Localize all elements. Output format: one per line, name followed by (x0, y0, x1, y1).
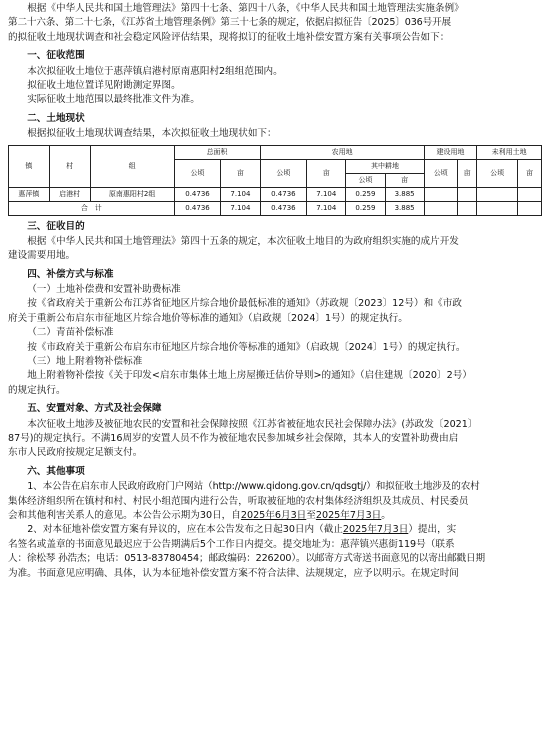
unit-hectare: 公顷 (424, 159, 457, 187)
section-2-title: 二、土地现状 (27, 112, 85, 124)
cell-construction-mu (457, 187, 477, 201)
header-total-area: 总面积 (174, 145, 260, 159)
table-row (9, 187, 542, 201)
section-3-title: 三、征收目的 (27, 220, 85, 232)
intro-line-3: 的拟征收土地现状调查和社会稳定风险评估结果，现将拟订的征收土地补偿安置方案有关事项公告如下： (8, 31, 450, 43)
section-6-para-2c: 人：徐松琴 孙浩杰；电话：0513-83780454；邮政编码：226200）。以邮寄方式寄送书面意见的以寄出邮戳日期 (8, 553, 485, 565)
unit-mu: 亩 (457, 159, 477, 187)
table-total-row (9, 201, 542, 215)
objection-text: 2、对本征地补偿安置方案有异议的，应在本公告发布之日起30日内（截止 (27, 524, 343, 536)
section-4-para-2: 按《市政府关于重新公布启东市征地区片综合地价等标准的通知》（启政规〔2024〕1号）的规定执行。 (27, 341, 466, 353)
section-6-para-2b: 名签名或盖章的书面意见最迟应于公告期满后5个工作日内提交。提交地址为：惠萍镇兴惠街119号（联系 (8, 538, 455, 550)
header-town: 镇 (9, 145, 50, 187)
intro-line-2: 第二十六条、第二十七条，《江苏省土地管理条例》第三十七条的规定，依据启拟征告〔2025〕036号开展 (8, 17, 451, 29)
cell-sum-farm-mu: 7.104 (307, 201, 346, 215)
section-3-line-2: 建设需要用地。 (8, 250, 76, 262)
unit-hectare: 公顷 (346, 173, 385, 187)
unit-mu: 亩 (385, 173, 424, 187)
section-5-line-1: 本次征收土地涉及被征地农民的安置和社会保障按照《江苏省被征地农民社会保障办法》(苏政发〔2021〕 (27, 418, 478, 430)
section-1-scope: 本次拟征收土地位于惠萍镇启港村原南惠阳村2组组范围内。 (27, 65, 283, 77)
cell-sum-total-hectare: 0.4736 (174, 201, 221, 215)
publicity-end-date: 2025年7月3日 (315, 509, 382, 521)
cell-farm-mu: 7.104 (307, 187, 346, 201)
cell-town: 惠萍镇 (9, 187, 50, 201)
section-4-para-1b: 府关于重新公布启东市征地区片综合地价等标准的通知》（启政规〔2024〕1号）的规定执行。 (8, 312, 408, 324)
header-group: 组 (90, 145, 174, 187)
cell-village: 启港村 (49, 187, 90, 201)
section-6-title: 六、其他事项 (27, 465, 85, 477)
header-village: 村 (49, 145, 90, 187)
cell-arable-hectare: 0.259 (346, 187, 385, 201)
header-construction-land: 建设用地 (424, 145, 477, 159)
cell-sum-label: 合 计 (9, 201, 175, 215)
unit-mu: 亩 (517, 159, 541, 187)
header-arable: 其中耕地 (346, 159, 424, 173)
cell-total-mu: 7.104 (221, 187, 260, 201)
section-4-sub-2: （二）青苗补偿标准 (27, 327, 114, 339)
section-3-line-1: 根据《中华人民共和国土地管理法》第四十五条的规定，本次征收土地目的为政府组织实施的成片开发 (27, 235, 459, 247)
unit-hectare: 公顷 (477, 159, 518, 187)
header-unused-land: 未利用土地 (477, 145, 542, 159)
cell-unused-hectare (477, 187, 518, 201)
section-4-sub-1: （一）土地补偿费和安置补助费标准 (27, 284, 181, 296)
section-6-para-1a: 1、本公告在启东市人民政府政府门户网站（http://www.qidong.gov.cn/qdsgtj/）和拟征收土地涉及的农村 (27, 481, 480, 493)
section-1-approval-note: 实际征收土地范围以最终批准文件为准。 (27, 94, 200, 106)
intro-line-1: 根据《中华人民共和国土地管理法》第四十七条、第四十八条，《中华人民共和国土地管理法实施条例》 (27, 3, 464, 14)
section-4-sub-3: （三）地上附着物补偿标准 (27, 356, 143, 368)
cell-sum-arable-hectare: 0.259 (346, 201, 385, 215)
cell-group: 原南惠阳村2组 (90, 187, 174, 201)
objection-deadline-date: 2025年7月3日 (342, 524, 409, 536)
section-4-title: 四、补偿方式与标准 (27, 268, 114, 280)
section-6-para-1b: 集体经济组织所在镇村和村、村民小组范围内进行公告，听取被征地的农村集体经济组织及其成员、村民委员 (8, 495, 469, 507)
cell-sum-total-mu: 7.104 (221, 201, 260, 215)
unit-hectare: 公顷 (260, 159, 307, 187)
cell-construction-hectare (424, 187, 457, 201)
cell-sum-unused-mu (517, 201, 541, 215)
section-5-line-3: 东市人民政府按规定足额支付。 (8, 447, 143, 459)
publicity-period-end: 。 (381, 509, 391, 521)
section-1-map-note: 拟征收土地位置详见附勘测定界图。 (27, 79, 181, 91)
section-6-para-2a (8, 523, 542, 537)
land-status-table (8, 145, 542, 216)
unit-mu: 亩 (221, 159, 260, 187)
publicity-to-text: 至 (306, 509, 316, 521)
section-5-line-2: 87号)的规定执行。不满16周岁的安置人员不作为被征地农民参加城乡社会保障，其本人的安置补助费由启 (8, 432, 459, 444)
cell-farm-hectare: 0.4736 (260, 187, 307, 201)
publicity-period-text: 会和其他利害关系人的意见。本公告公示期为30日，自 (8, 509, 241, 521)
section-6-para-2d: 为准。书面意见应明确、具体，认为本征地补偿安置方案不符合法律、法规规定，应予以明示。在规定时间 (8, 567, 459, 579)
section-4-para-1a: 按《省政府关于重新公布江苏省征地区片综合地价最低标准的通知》（苏政规〔2023〕12号）和《市政 (27, 298, 462, 310)
section-1-title: 一、征收范围 (27, 50, 85, 62)
cell-sum-farm-hectare: 0.4736 (260, 201, 307, 215)
cell-sum-unused-hectare (477, 201, 518, 215)
cell-sum-construction-hectare (424, 201, 457, 215)
unit-mu: 亩 (307, 159, 346, 187)
section-2-intro: 根据拟征收土地现状调查结果，本次拟征收土地现状如下： (27, 128, 277, 140)
section-4-para-3a: 地上附着物补偿按《关于印发<启东市集体土地上房屋搬迁估价导则>的通知》（启住建规〔2020〕2号） (27, 370, 472, 382)
header-farmland: 农用地 (260, 145, 424, 159)
section-6-para-1c (8, 509, 542, 523)
cell-total-hectare: 0.4736 (174, 187, 221, 201)
section-4-para-3b: 的规定执行。 (8, 384, 66, 396)
cell-sum-arable-mu: 3.885 (385, 201, 424, 215)
publicity-start-date: 2025年6月3日 (240, 509, 307, 521)
cell-unused-mu (517, 187, 541, 201)
unit-hectare: 公顷 (174, 159, 221, 187)
objection-text-end: ）提出，实 (408, 524, 457, 536)
section-5-title: 五、安置对象、方式及社会保障 (27, 403, 162, 415)
cell-sum-construction-mu (457, 201, 477, 215)
cell-arable-mu: 3.885 (385, 187, 424, 201)
